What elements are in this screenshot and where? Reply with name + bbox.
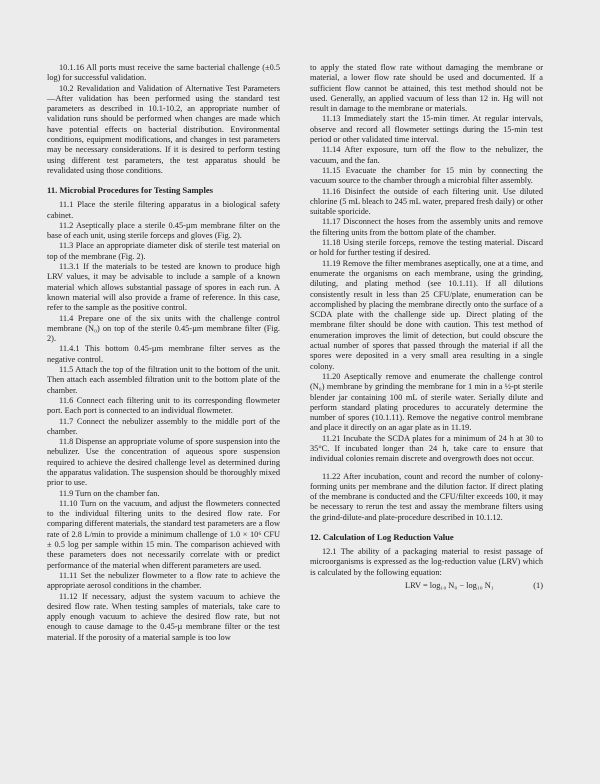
paragraph-11-14: 11.14 After exposure, turn off the flow to the nebulizer, the vacuum, and the fan. xyxy=(310,145,543,165)
paragraph-12-1: 12.1 The ability of a packaging material to resist passage of microorganisms is expressed as the log-reduction value (LRV) which is calculated by the following equation: xyxy=(310,547,543,577)
paragraph-11-4: 11.4 Prepare one of the six units with the challenge control membrane (N₀) on top of the sterile 0.45-µm membrane filter (Fig. 2). xyxy=(47,313,280,344)
paragraph-11-1: 11.1 Place the sterile filtering apparatus in a biological safety cabinet. xyxy=(47,200,280,220)
paragraph-10-2: 10.2 Revalidation and Validation of Alternative Test Parameters—After validation has been performed using the standard test parameters as described in 10.1-10.2, an appropriate number of validation runs should be performed when changes are made which have potential effects on bacterial distribution. Environmental conditions, equipment modifications, and changes in test parameters may be necessary considerations. If it is desired to perform testing using different test parameters, the test apparatus should be revalidated using those conditions. xyxy=(47,83,280,175)
section-heading-11: 11. Microbial Procedures for Testing Samples xyxy=(47,185,213,196)
paragraph-11-17: 11.17 Disconnect the hoses from the assembly units and remove the filtering units from the bottom plate of the chamber. xyxy=(310,217,543,237)
paragraph-11-18: 11.18 Using sterile forceps, remove the testing material. Discard or hold for further testing if desired. xyxy=(310,238,543,258)
equation-number: (1) xyxy=(533,580,543,590)
paragraph-11-13: 11.13 Immediately start the 15-min timer. At regular intervals, observe and record all flowmeter settings during the 15-min test period or other validated time interval. xyxy=(310,114,543,145)
paragraph-11-6: 11.6 Connect each filtering unit to its corresponding flowmeter port. Each port is connected to an individual flowmeter. xyxy=(47,395,280,416)
paragraph-spacer xyxy=(310,465,543,472)
paragraph-11-22: 11.22 After incubation, count and record the number of colony-forming units per membrane and the dilution factor. If direct plating of the membrane is conducted and the CFU/filter exceeds 100, it may be necessary to rerun the test and assay the membrane filters using the grind-dilute-and plate-procedure described in 10.1.12. xyxy=(310,471,543,522)
paragraph-11-21: 11.21 Incubate the SCDA plates for a minimum of 24 h at 30 to 35°C. If incubated longer than 24 h, take care to ensure that individual colonies remain discrete and overgrowth does not occur. xyxy=(310,433,543,464)
paragraph-11-12: 11.12 If necessary, adjust the system vacuum to achieve the desired flow rate. When testing samples of materials, take care to apply enough vacuum to achieve the desired flow rate, but not enough to cause damage to the 0.45-µ membrane filter or the test material. If the porosity of a material sample is too low xyxy=(47,591,280,642)
paragraph-10-1-16: 10.1.16 All ports must receive the same bacterial challenge (±0.5 log) for successful validation. xyxy=(47,63,280,83)
paragraph-11-2: 11.2 Aseptically place a sterile 0.45-µm membrane filter on the base of each unit, using sterile forceps and gloves (Fig. 2). xyxy=(47,220,280,241)
section-heading-12: 12. Calculation of Log Reduction Value xyxy=(310,532,454,543)
paragraph-11-20: 11.20 Aseptically remove and enumerate the challenge control (N₀) membrane by grinding the membrane for 1 min in a ½-pt sterile blender jar containing 100 mL of sterile water. Serially dilute and perform standard plating procedures to accurately determine the number of spores (10.1.11). Remove the negative control membrane and place it directly on an agar plate as in 11.19. xyxy=(310,371,543,433)
left-column xyxy=(47,63,280,643)
paragraph-11-10: 11.10 Turn on the vacuum, and adjust the flowmeters connected to the individual filtering units to the desired flow rate. For comparing different materials, the standard test parameters are a flow rate of 2.8 L/min to provide a minimum challenge of 1.0 × 10⁶ CFU ± 0.5 log per sample within 15 min. The comparison achieved with these parameters does not necessarily correlate with or predict performance of the material when different parameters are used. xyxy=(47,498,280,570)
paragraph-11-12-continued: to apply the stated flow rate without damaging the membrane or material, a lower flow rate should be used and documented. If a sufficient flow cannot be attained, this test method should not be used. Generally, an applied vacuum of less than 12 in. Hg will not result in damage to the membrane or materials. xyxy=(310,63,543,114)
equation: LRV = log₁₀ N₀ − log₁₀ N₁ xyxy=(405,580,494,590)
paragraph-11-16: 11.16 Disinfect the outside of each filtering unit. Use diluted chlorine (5 mL bleach to 245 mL water, prepared fresh daily) or other suitable sporicide. xyxy=(310,186,543,217)
paragraph-11-7: 11.7 Connect the nebulizer assembly to the middle port of the chamber. xyxy=(47,416,280,436)
paragraph-11-5: 11.5 Attach the top of the filtration unit to the bottom of the unit. Then attach each assembled filtration unit to the bottom plate of the chamber. xyxy=(47,365,280,395)
paragraph-11-19: 11.19 Remove the filter membranes aseptically, one at a time, and enumerate the organisms on each membrane, using the grinding, diluting, and plating method (see 10.1.11). If all dilutions consistently result in less than 25 CFU/plate, enumeration can be accomplished by placing the membrane directly onto the surface of a SCDA plate with the challenge side up. Direct plating of the membrane filter should be done with caution. This test method of enumeration improves the limit of detection, but could obscure the actual number of spores that passed through the material if all the spores were deposited in a very small area resulting in a single colony. xyxy=(310,258,543,371)
paragraph-11-11: 11.11 Set the nebulizer flowmeter to a flow rate to achieve the appropriate aerosol conditions in the chamber. xyxy=(47,570,280,591)
paragraph-11-3: 11.3 Place an appropriate diameter disk of sterile test material on top of the membrane (Fig. 2). xyxy=(47,241,280,261)
equation-row xyxy=(310,581,543,591)
paragraph-11-15: 11.15 Evacuate the chamber for 15 min by connecting the vacuum source to the chamber through a microbial filter assembly. xyxy=(310,165,543,186)
paragraph-11-8: 11.8 Dispense an appropriate volume of spore suspension into the nebulizer. Use the concentration of aqueous spore suspension required to achieve the desired challenge level as determined during the apparatus validation. The suspension should be thoroughly mixed prior to use. xyxy=(47,437,280,488)
paragraph-11-4-1: 11.4.1 This bottom 0.45-µm membrane filter serves as the negative control. xyxy=(47,344,280,364)
right-column xyxy=(310,63,543,591)
paragraph-11-9: 11.9 Turn on the chamber fan. xyxy=(59,488,160,498)
paragraph-11-3-1: 11.3.1 If the materials to be tested are known to produce high LRV values, it may be advisable to include a sample of a known material which allows substantial passage of spores in each run. A known material will also provide a frame of reference. In this case, refer to the sample as the positive control. xyxy=(47,262,280,313)
